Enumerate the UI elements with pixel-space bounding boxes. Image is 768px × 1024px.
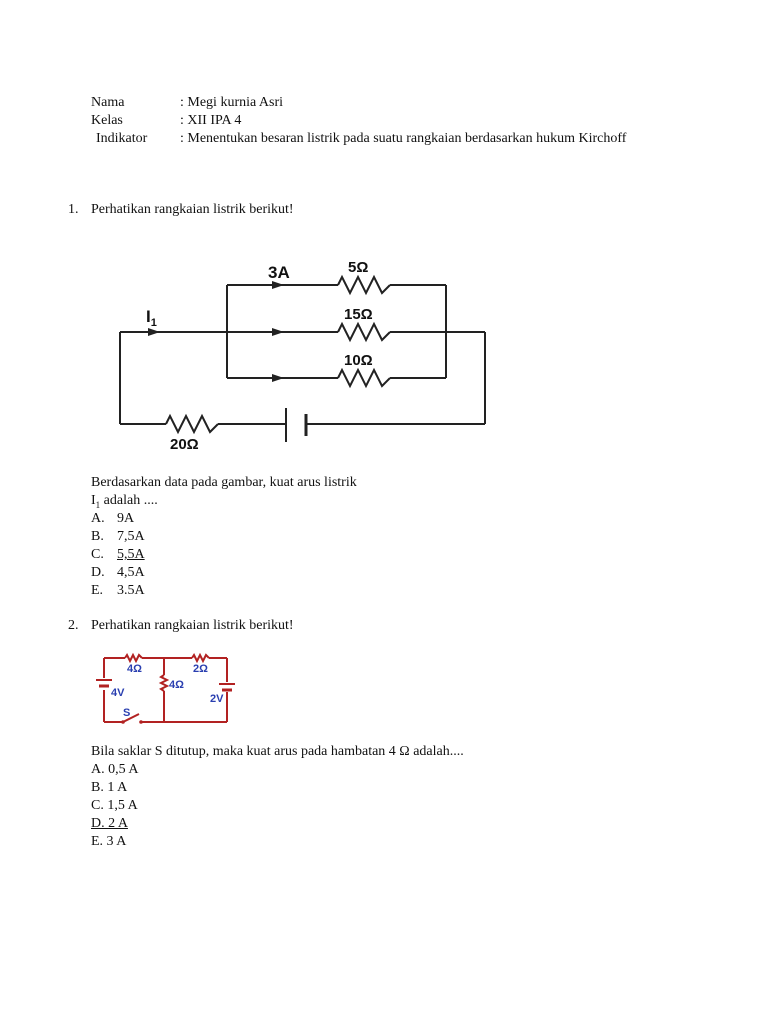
label-r-5ohm: 5Ω [348,259,369,276]
question-1-answer: 5,5A [117,547,145,562]
question-2-option-e[interactable]: E. 3 A [91,834,127,849]
question-1-prompt: Perhatikan rangkaian listrik berikut! [91,202,294,217]
header-value-indikator: : Menentukan besaran listrik pada suatu rangkaian berdasarkan hukum Kirchoff [180,131,627,146]
header-label-nama: Nama [91,95,125,110]
switch-pivot [121,720,125,724]
label-i1: $I_1$ [146,307,157,329]
label-r-right-2ohm: 2Ω [193,663,208,675]
arrow-i1-icon [148,328,160,336]
question-2-option-c[interactable]: C. 1,5 A [91,798,138,813]
header-label-kelas: Kelas [91,113,123,128]
label-r-10ohm: 10Ω [344,352,373,369]
question-2-number: 2. [68,618,79,633]
switch-contact [139,720,143,724]
label-r-middle-4ohm: 4Ω [169,679,184,691]
circuit-2-diagram [93,650,243,730]
arrow-top-icon [272,281,284,289]
question-1-number: 1. [68,202,79,217]
header-value-nama: : Megi kurnia Asri [180,95,284,110]
label-r-15ohm: 15Ω [344,306,373,323]
question-2-prompt: Perhatikan rangkaian listrik berikut! [91,618,294,633]
question-1-text-line2: $I_1$ adalah .... [91,493,158,510]
question-2-text: Bila saklar S ditutup, maka kuat arus pada hambatan 4 Ω adalah.... [91,744,464,759]
question-2-option-b[interactable]: B. 1 A [91,780,128,795]
header-value-kelas: : XII IPA 4 [180,113,242,128]
label-v-4v: 4V [111,687,125,699]
question-1-option-a[interactable]: A. 9A [91,511,135,526]
label-switch-s: S [123,707,131,719]
label-r-left-4ohm: 4Ω [127,663,142,675]
arrow-middle-icon [272,328,284,336]
header-label-indikator: Indikator [96,131,148,146]
question-1-option-e[interactable]: E. 3.5A [91,583,145,598]
question-1-option-b[interactable]: B. 7,5A [91,529,145,544]
circuit-1-diagram [110,250,500,450]
label-r-20ohm: 20Ω [170,436,199,450]
question-1-text-line1: Berdasarkan data pada gambar, kuat arus listrik [91,475,357,490]
question-1-option-c[interactable]: C. 5,5A [91,547,145,562]
arrow-bottom-icon [272,374,284,382]
label-v-2v: 2V [210,693,224,705]
label-current-3a: 3A [268,263,290,282]
question-2-option-a[interactable]: A. 0,5 A [91,762,139,777]
question-2-option-d[interactable]: D. 2 A [91,816,128,831]
question-1-option-d[interactable]: D. 4,5A [91,565,145,580]
